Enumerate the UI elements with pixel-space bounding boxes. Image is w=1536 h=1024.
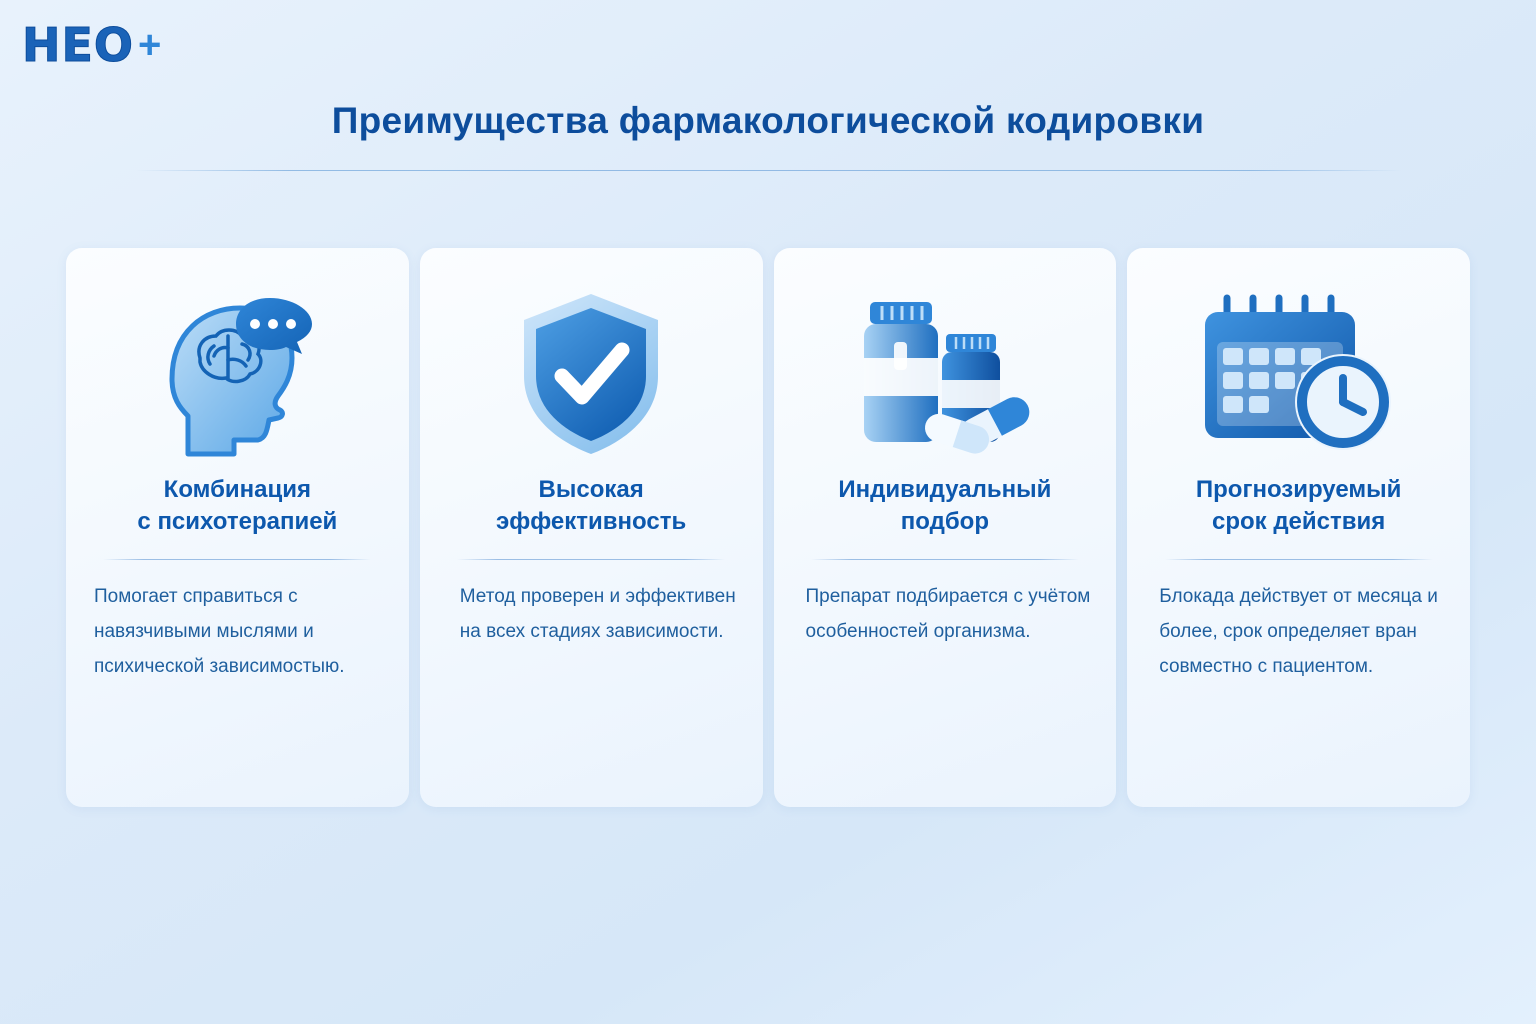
card-title: Индивидуальный подбор bbox=[838, 476, 1052, 535]
card-title: Высокая эффективность bbox=[495, 476, 687, 535]
calendar-clock-icon bbox=[1191, 276, 1406, 472]
brand-plus-icon: + bbox=[138, 23, 162, 67]
card-divider bbox=[103, 559, 371, 560]
shield-check-icon bbox=[506, 276, 676, 472]
pill-bottles-capsules-icon bbox=[840, 276, 1050, 472]
benefit-card-effectiveness bbox=[420, 248, 763, 807]
benefit-card-psychotherapy bbox=[66, 248, 409, 807]
page-header bbox=[0, 100, 1536, 171]
card-divider bbox=[457, 559, 725, 560]
brand-logo bbox=[22, 18, 162, 72]
card-description: Препарат подбирается с учётом особенностей организма. bbox=[805, 586, 1091, 642]
card-title: Комбинация с психотерапией bbox=[137, 476, 338, 535]
benefit-card-predictable-term bbox=[1127, 248, 1470, 807]
header-divider bbox=[136, 170, 1401, 171]
benefit-card-individual-selection bbox=[774, 248, 1117, 807]
head-brain-speech-bubble-icon bbox=[142, 276, 332, 472]
card-description: Помогает справиться с навязчивыми мыслями и психической зависимостыю. bbox=[94, 586, 345, 677]
benefits-card-list bbox=[66, 248, 1470, 807]
card-title: Прогнозируемый срок действия bbox=[1195, 476, 1402, 535]
brand-logo-text: HEO bbox=[22, 18, 135, 72]
card-divider bbox=[1165, 559, 1433, 560]
page-title: Преимущества фармакологической кодировки bbox=[331, 100, 1205, 141]
card-description: Блокада действует от месяца и более, срок определяет вран совместно с пациентом. bbox=[1159, 586, 1438, 677]
card-divider bbox=[811, 559, 1079, 560]
card-description: Метод проверен и эффективен на всех стадиях зависимости. bbox=[459, 586, 736, 642]
